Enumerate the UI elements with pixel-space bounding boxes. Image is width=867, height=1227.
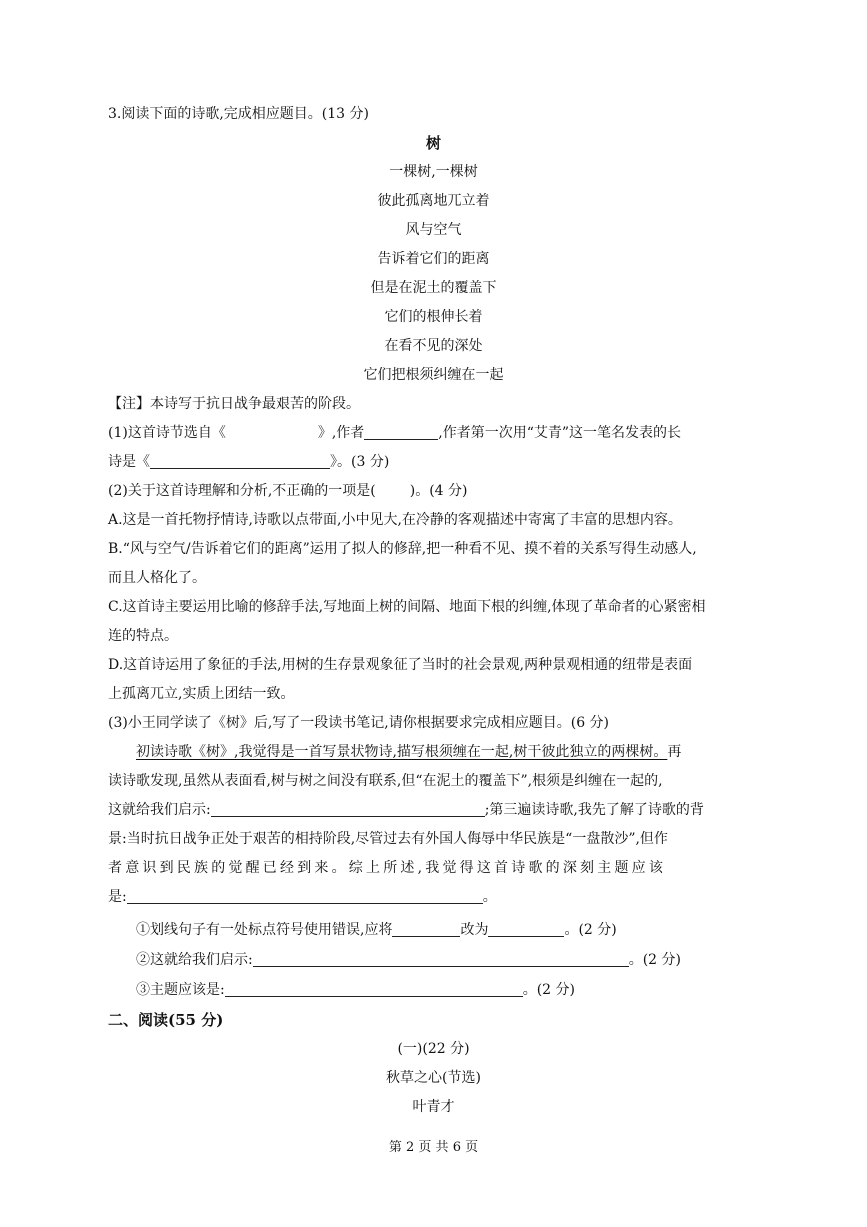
sub-question-2: (2)关于这首诗理解和分析,不正确的一项是( )。(4 分) xyxy=(108,483,468,499)
q3-item-1: ①划线句子有一处标点符号使用错误,应将 改为 。(2 分) xyxy=(136,922,617,938)
poem-line: 但是在泥土的覆盖下 xyxy=(370,280,497,296)
q3-item-3: ③主题应该是: 。(2 分) xyxy=(136,982,575,998)
blank-insight-answer[interactable] xyxy=(253,952,629,967)
poem-note: 【注】本诗写于抗日战争最艰苦的阶段。 xyxy=(108,396,360,412)
blank-correct-mark[interactable] xyxy=(488,922,564,937)
reading-part-label: (一)(22 分) xyxy=(397,1041,470,1057)
q3-header: 3.阅读下面的诗歌,完成相应题目。(13 分) xyxy=(108,106,369,122)
poem-line: 在看不见的深处 xyxy=(384,338,483,354)
blank-author[interactable] xyxy=(364,425,438,440)
poem-line: 一棵树,一棵树 xyxy=(389,164,478,180)
article-title: 秋草之心(节选) xyxy=(386,1070,481,1086)
reading-note-line: 者意识到民族的觉醒已经到来。综上所述,我觉得这首诗歌的深刻主题应该 xyxy=(108,860,667,876)
reading-note-line: 这就给我们启示: ;第三遍读诗歌,我先了解了诗歌的背 xyxy=(108,802,704,818)
article-author: 叶青才 xyxy=(412,1099,455,1115)
blank-theme[interactable] xyxy=(127,889,483,904)
sub-question-1-cont: 诗是《 》。(3 分) xyxy=(108,454,390,470)
poem-title: 树 xyxy=(425,134,441,152)
option-c: C.这首诗主要运用比喻的修辞手法,写地面上树的间隔、地面下根的纠缠,体现了革命者的心紧密相 xyxy=(108,599,706,615)
option-a: A.这是一首托物抒情诗,诗歌以点带面,小中见大,在冷静的客观描述中寄寓了丰富的思想内容。 xyxy=(108,512,682,528)
sub-question-1: (1)这首诗节选自《 》,作者 ,作者第一次用“艾青”这一笔名发表的长 xyxy=(108,425,682,441)
section-2-header: 二、阅读(55 分) xyxy=(108,1011,224,1029)
underlined-sentence: 初读诗歌《树》,我觉得是一首写景状物诗,描写根须缠在一起,树干彼此独立的两棵树。 xyxy=(136,744,668,760)
option-d: D.这首诗运用了象征的手法,用树的生存景观象征了当时的社会景观,两种景观相通的纽带是表面 xyxy=(108,657,693,673)
poem-line: 风与空气 xyxy=(405,222,462,238)
page-footer: 第 2 页 共 6 页 xyxy=(388,1140,479,1155)
blank-wrong-mark[interactable] xyxy=(392,922,460,937)
reading-note-line: 读诗歌发现,虽然从表面看,树与树之间没有联系,但“在泥土的覆盖下”,根须是纠缠在一起的, xyxy=(108,773,663,789)
poem-line: 彼此孤离地兀立着 xyxy=(377,193,490,209)
blank-long-poem[interactable] xyxy=(150,454,330,469)
reading-note-line: 初读诗歌《树》,我觉得是一首写景状物诗,描写根须缠在一起,树干彼此独立的两棵树。再 xyxy=(136,744,682,760)
reading-note-line: 景:当时抗日战争正处于艰苦的相持阶段,尽管过去有外国人侮辱中华民族是“一盘散沙”,但作 xyxy=(108,831,668,847)
poem-line: 它们的根伸长着 xyxy=(384,309,483,325)
reading-note-line: 是: 。 xyxy=(108,889,497,905)
q3-item-2: ②这就给我们启示: 。(2 分) xyxy=(136,952,681,968)
option-c-cont: 连的特点。 xyxy=(108,628,178,644)
option-b-cont: 而且人格化了。 xyxy=(108,570,206,586)
option-d-cont: 上孤离兀立,实质上团结一致。 xyxy=(108,686,295,702)
poem-line: 告诉着它们的距离 xyxy=(377,251,490,267)
sub-question-3: (3)小王同学读了《树》后,写了一段读书笔记,请你根据要求完成相应题目。(6 分) xyxy=(108,715,610,731)
poem-line: 它们把根须纠缠在一起 xyxy=(363,367,504,383)
option-b: B.“风与空气/告诉着它们的距离”运用了拟人的修辞,把一种看不见、摸不着的关系写得生动感人, xyxy=(108,541,697,557)
blank-insight[interactable] xyxy=(211,802,485,817)
blank-theme-answer[interactable] xyxy=(225,982,523,997)
